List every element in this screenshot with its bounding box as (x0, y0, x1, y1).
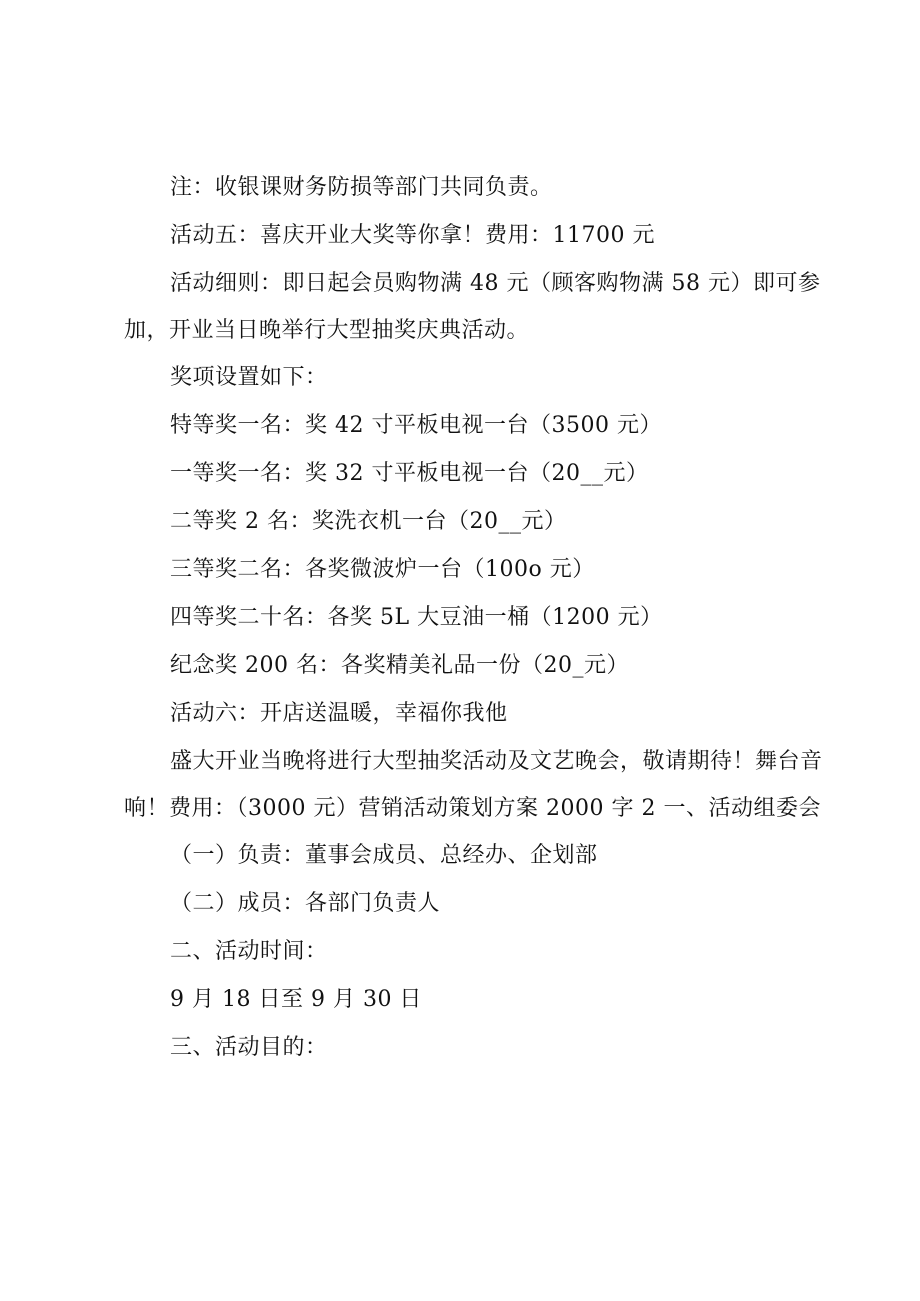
paragraph-second-prize: 二等奖 2 名：奖洗衣机一台（20__元） (170, 509, 567, 534)
paragraph-section-two-heading: 二、活动时间： (170, 939, 328, 964)
paragraph-grand-prize: 特等奖一名：奖 42 寸平板电视一台（3500 元） (170, 413, 662, 438)
paragraph-fourth-prize: 四等奖二十名：各奖 5L 大豆油一桶（1200 元） (170, 605, 663, 630)
paragraph-activity-six-title: 活动六：开店送温暖，幸福你我他 (170, 701, 508, 726)
paragraph-first-prize: 一等奖一名：奖 32 寸平板电视一台（20__元） (170, 461, 649, 486)
paragraph-activity-six-body: 盛大开业当晚将进行大型抽奖活动及文艺晚会，敬请期待！舞台音响！费用：（3000 元）营销活动策划方案 2000 字 2 一、活动组委会 (124, 749, 823, 821)
paragraph-activity-dates: 9 月 18 日至 9 月 30 日 (170, 987, 422, 1012)
paragraph-souvenir-prize: 纪念奖 200 名：各奖精美礼品一份（20_元） (170, 653, 629, 678)
paragraph-section-three-heading: 三、活动目的： (170, 1035, 328, 1060)
paragraph-activity-five-rules: 活动细则：即日起会员购物满 48 元（顾客购物满 58 元）即可参加，开业当日晚举行大型抽奖庆典活动。 (124, 271, 821, 343)
paragraph-activity-five-title: 活动五：喜庆开业大奖等你拿！费用：11700 元 (170, 223, 655, 248)
paragraph-prize-setup: 奖项设置如下： (170, 365, 328, 390)
paragraph-note: 注：收银课财务防损等部门共同负责。 (170, 175, 553, 200)
paragraph-committee-lead: （一）负责：董事会成员、总经办、企划部 (170, 843, 598, 868)
paragraph-committee-members: （二）成员：各部门负责人 (170, 891, 441, 916)
paragraph-third-prize: 三等奖二名：各奖微波炉一台（100o 元） (170, 557, 595, 582)
document-body (124, 164, 824, 1072)
